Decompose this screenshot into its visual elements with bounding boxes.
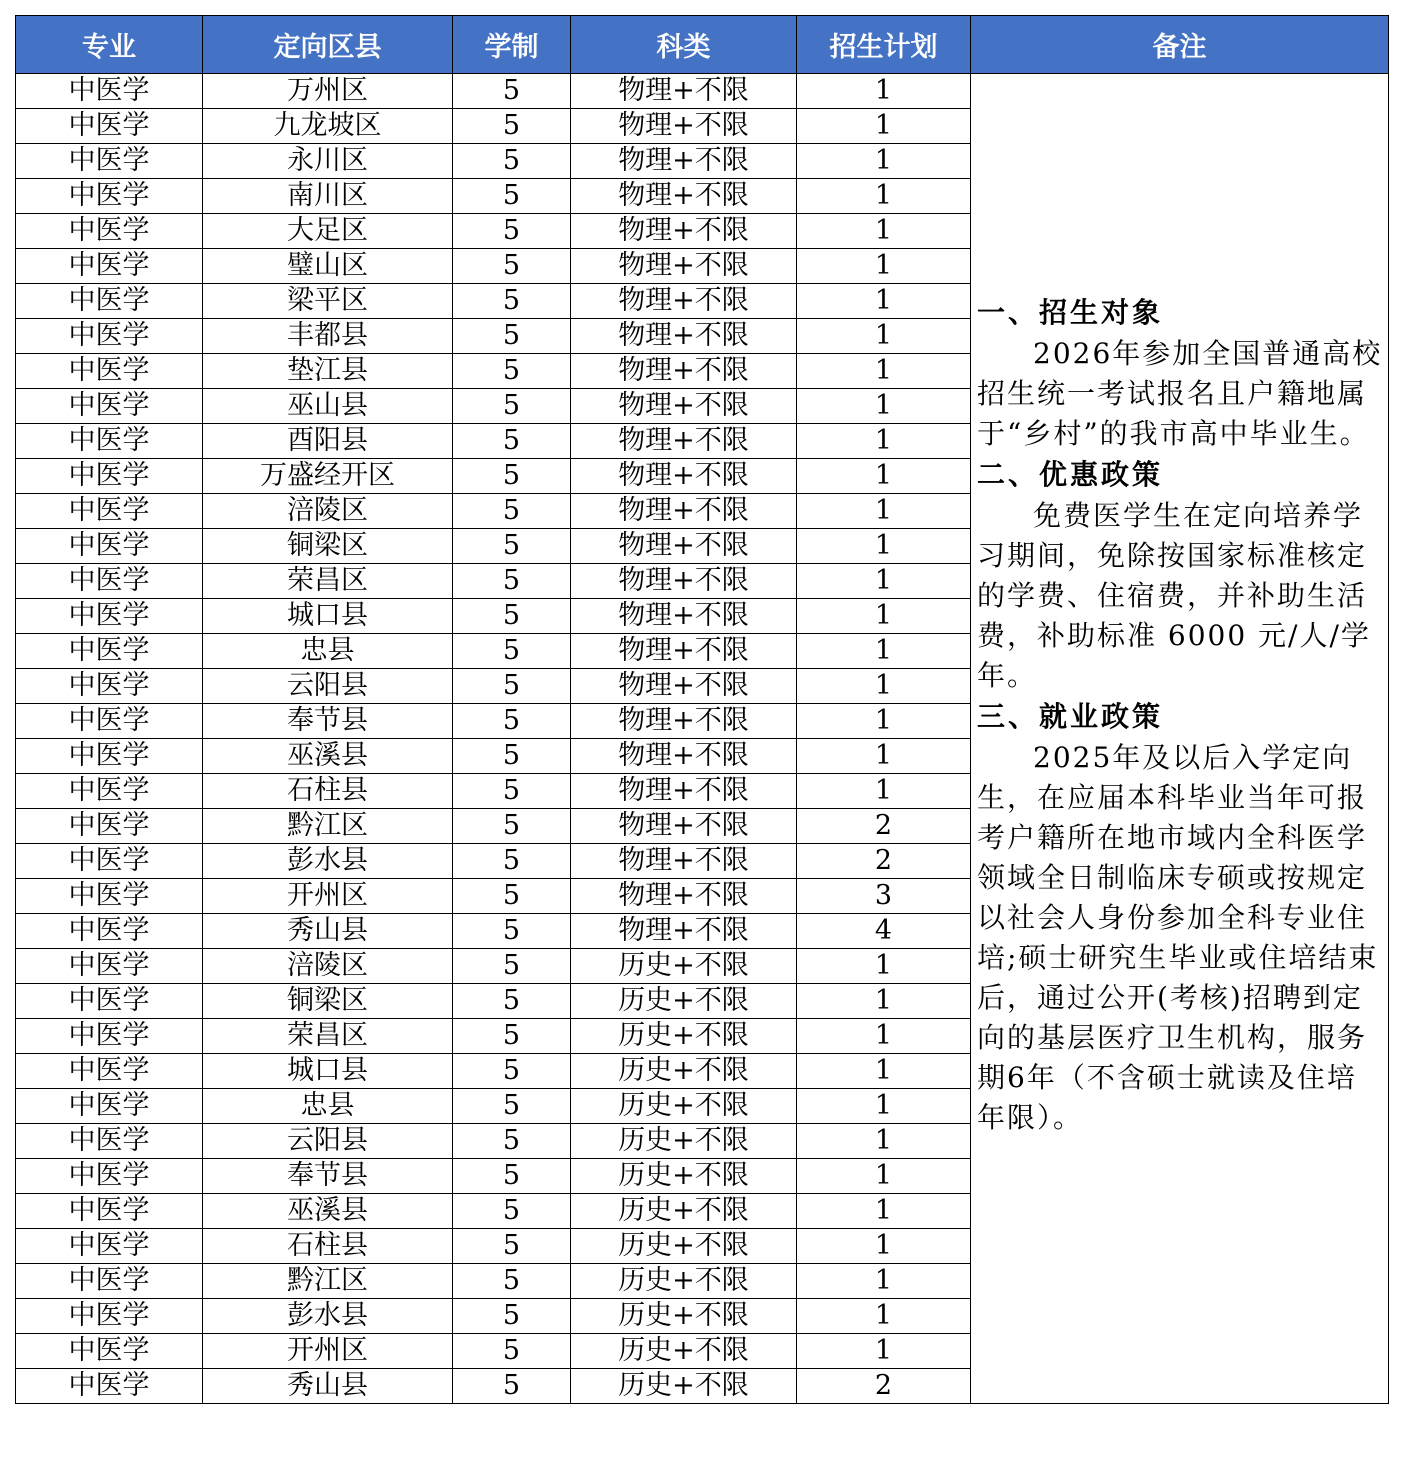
cell-district[interactable]: 巫溪县 — [203, 1194, 453, 1229]
cell-district[interactable]: 铜梁区 — [203, 984, 453, 1019]
cell-district[interactable]: 云阳县 — [203, 669, 453, 704]
cell-duration[interactable]: 5 — [453, 1299, 571, 1334]
cell-major[interactable]: 中医学 — [16, 669, 203, 704]
cell-duration[interactable]: 5 — [453, 774, 571, 809]
cell-major[interactable]: 中医学 — [16, 1054, 203, 1089]
cell-duration[interactable]: 5 — [453, 1089, 571, 1124]
cell-subject[interactable]: 物理+不限 — [571, 739, 797, 774]
header-district[interactable]: 定向区县 — [203, 16, 453, 74]
cell-district[interactable]: 巫山县 — [203, 389, 453, 424]
cell-duration[interactable]: 5 — [453, 319, 571, 354]
note-body: 2026年参加全国普通高校招生统一考试报名且户籍地属于“乡村”的我市高中毕业生。 — [977, 337, 1383, 450]
cell-subject[interactable]: 物理+不限 — [571, 179, 797, 214]
cell-plan[interactable]: 1 — [797, 669, 971, 704]
cell-plan[interactable]: 1 — [797, 1054, 971, 1089]
cell-subject[interactable]: 物理+不限 — [571, 319, 797, 354]
cell-subject[interactable]: 物理+不限 — [571, 494, 797, 529]
cell-district[interactable]: 万州区 — [203, 74, 453, 109]
cell-duration[interactable]: 5 — [453, 564, 571, 599]
cell-major[interactable]: 中医学 — [16, 1089, 203, 1124]
cell-subject[interactable]: 历史+不限 — [571, 1159, 797, 1194]
cell-subject[interactable]: 物理+不限 — [571, 389, 797, 424]
note-heading: 一、招生对象 — [977, 296, 1164, 329]
note-body: 免费医学生在定向培养学习期间，免除按国家标准核定的学费、住宿费，并补助生活费，补助标准 6000 元/人/学年。 — [977, 499, 1371, 692]
cell-district[interactable]: 涪陵区 — [203, 494, 453, 529]
cell-plan[interactable]: 1 — [797, 599, 971, 634]
cell-plan[interactable]: 2 — [797, 809, 971, 844]
cell-duration[interactable]: 5 — [453, 1159, 571, 1194]
cell-duration[interactable]: 5 — [453, 424, 571, 459]
cell-plan[interactable]: 1 — [797, 1089, 971, 1124]
cell-district[interactable]: 彭水县 — [203, 844, 453, 879]
cell-district[interactable]: 秀山县 — [203, 914, 453, 949]
header-plan[interactable]: 招生计划 — [797, 16, 971, 74]
cell-subject[interactable]: 物理+不限 — [571, 879, 797, 914]
cell-district[interactable]: 垫江县 — [203, 354, 453, 389]
cell-district[interactable]: 万盛经开区 — [203, 459, 453, 494]
cell-duration[interactable]: 5 — [453, 144, 571, 179]
cell-plan[interactable]: 1 — [797, 1124, 971, 1159]
cell-subject[interactable]: 历史+不限 — [571, 1124, 797, 1159]
cell-duration[interactable]: 5 — [453, 634, 571, 669]
cell-major[interactable]: 中医学 — [16, 319, 203, 354]
cell-duration[interactable]: 5 — [453, 1229, 571, 1264]
cell-major[interactable]: 中医学 — [16, 634, 203, 669]
cell-subject[interactable]: 历史+不限 — [571, 1089, 797, 1124]
cell-subject[interactable]: 物理+不限 — [571, 214, 797, 249]
cell-district[interactable]: 大足区 — [203, 214, 453, 249]
cell-duration[interactable]: 5 — [453, 214, 571, 249]
cell-major[interactable]: 中医学 — [16, 1299, 203, 1334]
cell-plan[interactable]: 1 — [797, 459, 971, 494]
cell-duration[interactable]: 5 — [453, 704, 571, 739]
cell-major[interactable]: 中医学 — [16, 774, 203, 809]
cell-duration[interactable]: 5 — [453, 1334, 571, 1369]
cell-duration[interactable]: 5 — [453, 914, 571, 949]
cell-plan[interactable]: 1 — [797, 1264, 971, 1299]
cell-major[interactable]: 中医学 — [16, 1264, 203, 1299]
cell-plan[interactable]: 1 — [797, 774, 971, 809]
cell-duration[interactable]: 5 — [453, 1194, 571, 1229]
cell-major[interactable]: 中医学 — [16, 109, 203, 144]
cell-duration[interactable]: 5 — [453, 354, 571, 389]
cell-major[interactable]: 中医学 — [16, 949, 203, 984]
cell-subject[interactable]: 物理+不限 — [571, 144, 797, 179]
notes-content — [971, 74, 1388, 1138]
cell-major[interactable]: 中医学 — [16, 389, 203, 424]
cell-subject[interactable]: 物理+不限 — [571, 564, 797, 599]
cell-subject[interactable]: 物理+不限 — [571, 74, 797, 109]
header-notes[interactable]: 备注 — [971, 16, 1389, 74]
cell-duration[interactable]: 5 — [453, 389, 571, 424]
header-row — [16, 16, 1389, 74]
cell-subject[interactable]: 历史+不限 — [571, 949, 797, 984]
cell-district[interactable]: 黔江区 — [203, 809, 453, 844]
cell-major[interactable]: 中医学 — [16, 459, 203, 494]
cell-plan[interactable]: 1 — [797, 529, 971, 564]
cell-major[interactable]: 中医学 — [16, 179, 203, 214]
cell-major[interactable]: 中医学 — [16, 1159, 203, 1194]
cell-subject[interactable]: 物理+不限 — [571, 249, 797, 284]
cell-district[interactable]: 巫溪县 — [203, 739, 453, 774]
cell-district[interactable]: 开州区 — [203, 1334, 453, 1369]
note-body: 2025年及以后入学定向生，在应届本科毕业当年可报考户籍所在地市域内全科医学领域全日制临床专硕或按规定以社会人身份参加全科专业住培;硕士研究生毕业或住培结束后，通过公开(考核)招聘到定向的基层医疗卫生机构，服务期6年（不含硕士就读及住培年限）。 — [977, 741, 1379, 1134]
cell-district[interactable]: 忠县 — [203, 1089, 453, 1124]
cell-plan[interactable]: 3 — [797, 879, 971, 914]
cell-plan[interactable]: 1 — [797, 74, 971, 109]
cell-duration[interactable]: 5 — [453, 1264, 571, 1299]
cell-subject[interactable]: 物理+不限 — [571, 354, 797, 389]
cell-major[interactable]: 中医学 — [16, 529, 203, 564]
cell-subject[interactable]: 历史+不限 — [571, 1264, 797, 1299]
cell-major[interactable]: 中医学 — [16, 1194, 203, 1229]
cell-plan[interactable]: 1 — [797, 704, 971, 739]
cell-district[interactable]: 永川区 — [203, 144, 453, 179]
cell-subject[interactable]: 物理+不限 — [571, 424, 797, 459]
cell-plan[interactable]: 1 — [797, 1229, 971, 1264]
cell-duration[interactable]: 5 — [453, 1369, 571, 1404]
cell-plan[interactable]: 1 — [797, 389, 971, 424]
cell-major[interactable]: 中医学 — [16, 1124, 203, 1159]
cell-district[interactable]: 石柱县 — [203, 1229, 453, 1264]
cell-district[interactable]: 丰都县 — [203, 319, 453, 354]
cell-plan[interactable]: 1 — [797, 984, 971, 1019]
cell-plan[interactable]: 4 — [797, 914, 971, 949]
cell-district[interactable]: 奉节县 — [203, 1159, 453, 1194]
cell-major[interactable]: 中医学 — [16, 1019, 203, 1054]
cell-plan[interactable]: 1 — [797, 1019, 971, 1054]
cell-district[interactable]: 城口县 — [203, 1054, 453, 1089]
cell-district[interactable]: 奉节县 — [203, 704, 453, 739]
cell-subject[interactable]: 历史+不限 — [571, 984, 797, 1019]
cell-major[interactable]: 中医学 — [16, 564, 203, 599]
cell-duration[interactable]: 5 — [453, 984, 571, 1019]
note-heading: 三、就业政策 — [977, 700, 1164, 733]
cell-subject[interactable]: 物理+不限 — [571, 284, 797, 319]
cell-major[interactable]: 中医学 — [16, 879, 203, 914]
cell-district[interactable]: 铜梁区 — [203, 529, 453, 564]
note-heading: 二、优惠政策 — [977, 458, 1164, 491]
cell-major[interactable]: 中医学 — [16, 494, 203, 529]
cell-district[interactable]: 秀山县 — [203, 1369, 453, 1404]
cell-district[interactable]: 忠县 — [203, 634, 453, 669]
cell-major[interactable]: 中医学 — [16, 984, 203, 1019]
cell-plan[interactable]: 2 — [797, 844, 971, 879]
cell-subject[interactable]: 历史+不限 — [571, 1194, 797, 1229]
cell-major[interactable]: 中医学 — [16, 214, 203, 249]
cell-major[interactable]: 中医学 — [16, 354, 203, 389]
cell-plan[interactable]: 1 — [797, 949, 971, 984]
cell-duration[interactable]: 5 — [453, 844, 571, 879]
cell-duration[interactable]: 5 — [453, 879, 571, 914]
cell-major[interactable]: 中医学 — [16, 144, 203, 179]
notes-cell[interactable] — [971, 74, 1389, 1404]
cell-subject[interactable]: 物理+不限 — [571, 634, 797, 669]
enrollment-table — [15, 15, 1389, 1404]
cell-major[interactable]: 中医学 — [16, 809, 203, 844]
cell-plan[interactable]: 1 — [797, 249, 971, 284]
cell-plan[interactable]: 1 — [797, 739, 971, 774]
cell-plan[interactable]: 1 — [797, 1159, 971, 1194]
cell-subject[interactable]: 物理+不限 — [571, 529, 797, 564]
cell-duration[interactable]: 5 — [453, 529, 571, 564]
cell-district[interactable]: 梁平区 — [203, 284, 453, 319]
cell-district[interactable]: 黔江区 — [203, 1264, 453, 1299]
cell-plan[interactable]: 1 — [797, 144, 971, 179]
cell-duration[interactable]: 5 — [453, 249, 571, 284]
cell-district[interactable]: 璧山区 — [203, 249, 453, 284]
cell-subject[interactable]: 物理+不限 — [571, 704, 797, 739]
cell-major[interactable]: 中医学 — [16, 284, 203, 319]
cell-district[interactable]: 石柱县 — [203, 774, 453, 809]
table-row — [16, 74, 1389, 109]
cell-subject[interactable]: 物理+不限 — [571, 844, 797, 879]
cell-major[interactable]: 中医学 — [16, 1334, 203, 1369]
cell-duration[interactable]: 5 — [453, 1054, 571, 1089]
cell-major[interactable]: 中医学 — [16, 704, 203, 739]
header-subject[interactable]: 科类 — [571, 16, 797, 74]
cell-major[interactable]: 中医学 — [16, 1229, 203, 1264]
cell-major[interactable]: 中医学 — [16, 424, 203, 459]
cell-plan[interactable]: 1 — [797, 1194, 971, 1229]
cell-major[interactable]: 中医学 — [16, 249, 203, 284]
cell-subject[interactable]: 历史+不限 — [571, 1019, 797, 1054]
cell-duration[interactable]: 5 — [453, 599, 571, 634]
cell-subject[interactable]: 物理+不限 — [571, 809, 797, 844]
cell-major[interactable]: 中医学 — [16, 599, 203, 634]
cell-major[interactable]: 中医学 — [16, 74, 203, 109]
table-body — [16, 74, 1389, 1404]
cell-plan[interactable]: 1 — [797, 354, 971, 389]
cell-subject[interactable]: 物理+不限 — [571, 774, 797, 809]
header-duration[interactable]: 学制 — [453, 16, 571, 74]
cell-district[interactable]: 荣昌区 — [203, 564, 453, 599]
cell-duration[interactable]: 5 — [453, 109, 571, 144]
cell-plan[interactable]: 1 — [797, 284, 971, 319]
header-major[interactable]: 专业 — [16, 16, 203, 74]
cell-district[interactable]: 南川区 — [203, 179, 453, 214]
cell-subject[interactable]: 历史+不限 — [571, 1299, 797, 1334]
cell-plan[interactable]: 1 — [797, 319, 971, 354]
cell-duration[interactable]: 5 — [453, 739, 571, 774]
cell-duration[interactable]: 5 — [453, 494, 571, 529]
cell-subject[interactable]: 物理+不限 — [571, 459, 797, 494]
cell-subject[interactable]: 物理+不限 — [571, 599, 797, 634]
cell-district[interactable]: 荣昌区 — [203, 1019, 453, 1054]
cell-plan[interactable]: 1 — [797, 179, 971, 214]
cell-duration[interactable]: 5 — [453, 179, 571, 214]
cell-plan[interactable]: 1 — [797, 1299, 971, 1334]
cell-subject[interactable]: 物理+不限 — [571, 109, 797, 144]
cell-plan[interactable]: 1 — [797, 1334, 971, 1369]
cell-duration[interactable]: 5 — [453, 459, 571, 494]
cell-duration[interactable]: 5 — [453, 809, 571, 844]
cell-major[interactable]: 中医学 — [16, 914, 203, 949]
cell-district[interactable]: 云阳县 — [203, 1124, 453, 1159]
cell-district[interactable]: 涪陵区 — [203, 949, 453, 984]
cell-subject[interactable]: 物理+不限 — [571, 914, 797, 949]
cell-plan[interactable]: 1 — [797, 424, 971, 459]
cell-major[interactable]: 中医学 — [16, 844, 203, 879]
cell-major[interactable]: 中医学 — [16, 1369, 203, 1404]
cell-duration[interactable]: 5 — [453, 284, 571, 319]
cell-plan[interactable]: 1 — [797, 494, 971, 529]
cell-district[interactable]: 酉阳县 — [203, 424, 453, 459]
cell-duration[interactable]: 5 — [453, 1124, 571, 1159]
cell-duration[interactable]: 5 — [453, 1019, 571, 1054]
cell-duration[interactable]: 5 — [453, 74, 571, 109]
cell-subject[interactable]: 历史+不限 — [571, 1334, 797, 1369]
cell-duration[interactable]: 5 — [453, 669, 571, 704]
cell-plan[interactable]: 1 — [797, 564, 971, 599]
cell-subject[interactable]: 历史+不限 — [571, 1369, 797, 1404]
cell-plan[interactable]: 1 — [797, 214, 971, 249]
cell-district[interactable]: 城口县 — [203, 599, 453, 634]
cell-subject[interactable]: 历史+不限 — [571, 1054, 797, 1089]
cell-duration[interactable]: 5 — [453, 949, 571, 984]
cell-district[interactable]: 开州区 — [203, 879, 453, 914]
cell-subject[interactable]: 物理+不限 — [571, 669, 797, 704]
cell-subject[interactable]: 历史+不限 — [571, 1229, 797, 1264]
cell-plan[interactable]: 1 — [797, 634, 971, 669]
cell-plan[interactable]: 2 — [797, 1369, 971, 1404]
cell-district[interactable]: 九龙坡区 — [203, 109, 453, 144]
cell-district[interactable]: 彭水县 — [203, 1299, 453, 1334]
cell-plan[interactable]: 1 — [797, 109, 971, 144]
cell-major[interactable]: 中医学 — [16, 739, 203, 774]
